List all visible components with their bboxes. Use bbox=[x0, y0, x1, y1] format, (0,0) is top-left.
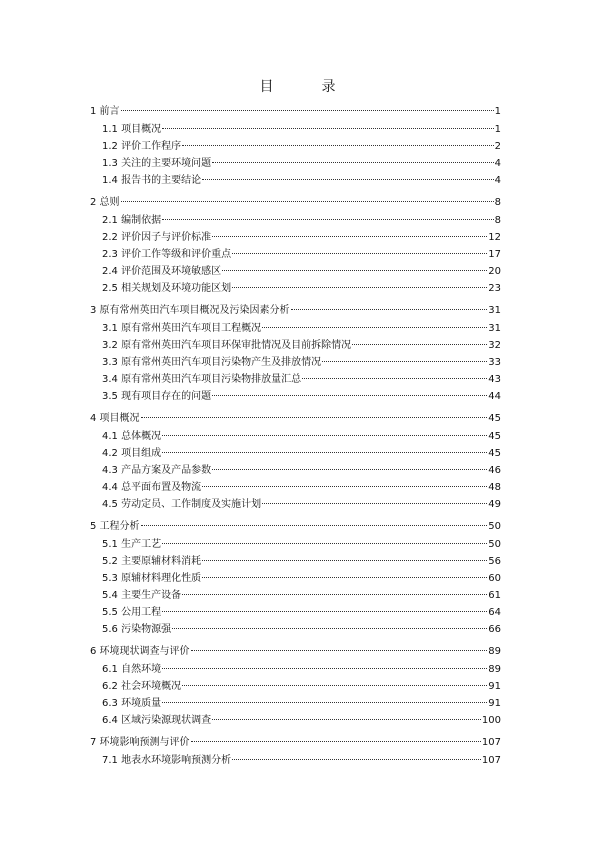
dot-leader bbox=[262, 502, 487, 504]
toc-entry-label: 2.3 评价工作等级和评价重点 bbox=[102, 249, 232, 260]
table-of-contents bbox=[90, 102, 501, 769]
dot-leader bbox=[162, 667, 487, 669]
toc-page-number: 48 bbox=[488, 482, 501, 493]
dot-leader bbox=[232, 758, 481, 760]
dot-leader bbox=[212, 161, 494, 163]
toc-section[interactable] bbox=[90, 172, 501, 189]
dot-leader bbox=[162, 610, 487, 612]
toc-page-number: 89 bbox=[488, 664, 501, 675]
dot-leader bbox=[172, 627, 487, 629]
toc-page-number: 45 bbox=[488, 448, 501, 459]
toc-entry-label: 3.2 原有常州英田汽车项目环保审批情况及目前拆除情况 bbox=[102, 340, 352, 351]
dot-leader bbox=[212, 394, 487, 396]
dot-leader bbox=[202, 559, 487, 561]
toc-section[interactable] bbox=[90, 428, 501, 445]
toc-entry-label: 2.4 评价范围及环境敏感区 bbox=[102, 266, 222, 277]
toc-page-number: 91 bbox=[488, 698, 501, 709]
toc-entry-label: 5 工程分析 bbox=[90, 521, 140, 532]
dot-leader bbox=[291, 308, 488, 310]
toc-section[interactable] bbox=[90, 138, 501, 155]
page-title-left: 目 bbox=[259, 79, 274, 95]
toc-entry-label: 4.5 劳动定员、工作制度及实施计划 bbox=[102, 499, 262, 510]
toc-chapter[interactable] bbox=[90, 518, 501, 536]
dot-leader bbox=[162, 451, 487, 453]
toc-entry-label: 5.3 原辅材料理化性质 bbox=[102, 573, 202, 584]
toc-section[interactable] bbox=[90, 371, 501, 388]
toc-page-number: 43 bbox=[488, 374, 501, 385]
toc-page-number: 1 bbox=[494, 124, 501, 135]
toc-section[interactable] bbox=[90, 678, 501, 695]
dot-leader bbox=[162, 542, 487, 544]
toc-page-number: 4 bbox=[494, 158, 501, 169]
toc-page-number: 49 bbox=[488, 499, 501, 510]
dot-leader bbox=[202, 178, 494, 180]
toc-page-number: 91 bbox=[488, 681, 501, 692]
dot-leader bbox=[212, 718, 481, 720]
toc-entry-label: 4.4 总平面布置及物流 bbox=[102, 482, 202, 493]
toc-page-number: 64 bbox=[488, 607, 501, 618]
toc-entry-label: 6.4 区域污染源现状调查 bbox=[102, 715, 212, 726]
toc-section[interactable] bbox=[90, 121, 501, 138]
dot-leader bbox=[182, 144, 494, 146]
toc-entry-label: 1.2 评价工作程序 bbox=[102, 141, 182, 152]
toc-entry-label: 3.5 现有项目存在的问题 bbox=[102, 391, 212, 402]
dot-leader bbox=[202, 485, 487, 487]
toc-section[interactable] bbox=[90, 496, 501, 513]
toc-entry-label: 6.1 自然环境 bbox=[102, 664, 162, 675]
toc-chapter[interactable] bbox=[90, 643, 501, 661]
toc-section[interactable] bbox=[90, 246, 501, 263]
dot-leader bbox=[222, 269, 487, 271]
toc-page-number: 66 bbox=[488, 624, 501, 635]
dot-leader bbox=[141, 524, 488, 526]
toc-page-number: 50 bbox=[488, 539, 501, 550]
toc-section[interactable] bbox=[90, 155, 501, 172]
toc-entry-label: 3.3 原有常州英田汽车项目污染物产生及排放情况 bbox=[102, 357, 322, 368]
toc-entry-label: 5.5 公用工程 bbox=[102, 607, 162, 618]
toc-entry-label: 4 项目概况 bbox=[90, 413, 140, 424]
toc-section[interactable] bbox=[90, 752, 501, 769]
toc-entry-label: 1 前言 bbox=[90, 106, 120, 117]
toc-section[interactable] bbox=[90, 337, 501, 354]
toc-section[interactable] bbox=[90, 320, 501, 337]
toc-chapter[interactable] bbox=[90, 410, 501, 428]
toc-page-number: 50 bbox=[488, 521, 501, 532]
toc-section[interactable] bbox=[90, 712, 501, 729]
toc-section[interactable] bbox=[90, 445, 501, 462]
toc-section[interactable] bbox=[90, 695, 501, 712]
toc-chapter[interactable] bbox=[90, 103, 501, 121]
dot-leader bbox=[232, 286, 487, 288]
dot-leader bbox=[162, 218, 494, 220]
toc-entry-label: 3.1 原有常州英田汽车项目工程概况 bbox=[102, 323, 262, 334]
page-title-right: 录 bbox=[321, 79, 336, 95]
toc-entry-label: 1.1 项目概况 bbox=[102, 124, 162, 135]
toc-page-number: 60 bbox=[488, 573, 501, 584]
toc-page-number: 17 bbox=[488, 249, 501, 260]
toc-section[interactable] bbox=[90, 661, 501, 678]
toc-section[interactable] bbox=[90, 621, 501, 638]
toc-entry-label: 5.4 主要生产设备 bbox=[102, 590, 182, 601]
dot-leader bbox=[202, 576, 487, 578]
toc-entry-label: 6 环境现状调查与评价 bbox=[90, 646, 190, 657]
dot-leader bbox=[322, 360, 487, 362]
dot-leader bbox=[191, 649, 488, 651]
toc-section[interactable] bbox=[90, 604, 501, 621]
dot-leader bbox=[212, 235, 487, 237]
toc-section[interactable] bbox=[90, 553, 501, 570]
toc-page-number: 107 bbox=[481, 737, 501, 748]
toc-chapter[interactable] bbox=[90, 194, 501, 212]
toc-page-number: 33 bbox=[488, 357, 501, 368]
toc-entry-label: 5.6 污染物源强 bbox=[102, 624, 172, 635]
dot-leader bbox=[302, 377, 487, 379]
dot-leader bbox=[352, 343, 487, 345]
dot-leader bbox=[141, 416, 488, 418]
toc-page-number: 2 bbox=[494, 141, 501, 152]
toc-page-number: 31 bbox=[488, 305, 501, 316]
toc-page-number: 100 bbox=[481, 715, 501, 726]
dot-leader bbox=[262, 326, 487, 328]
toc-page-number: 89 bbox=[488, 646, 501, 657]
toc-entry-label: 4.2 项目组成 bbox=[102, 448, 162, 459]
toc-entry-label: 2.1 编制依据 bbox=[102, 215, 162, 226]
dot-leader bbox=[212, 468, 487, 470]
dot-leader bbox=[191, 740, 481, 742]
dot-leader bbox=[162, 434, 487, 436]
toc-entry-label: 7.1 地表水环境影响预测分析 bbox=[102, 755, 232, 766]
toc-entry-label: 6.2 社会环境概况 bbox=[102, 681, 182, 692]
toc-page-number: 23 bbox=[488, 283, 501, 294]
toc-page-number: 31 bbox=[488, 323, 501, 334]
dot-leader bbox=[182, 684, 487, 686]
toc-entry-label: 1.4 报告书的主要结论 bbox=[102, 175, 202, 186]
toc-section[interactable] bbox=[90, 354, 501, 371]
toc-page-number: 8 bbox=[494, 197, 501, 208]
toc-section[interactable] bbox=[90, 280, 501, 297]
toc-page-number: 1 bbox=[494, 106, 501, 117]
dot-leader bbox=[121, 109, 494, 111]
toc-page-number: 8 bbox=[494, 215, 501, 226]
toc-entry-label: 5.2 主要原辅材料消耗 bbox=[102, 556, 202, 567]
toc-section[interactable] bbox=[90, 212, 501, 229]
toc-page-number: 61 bbox=[488, 590, 501, 601]
toc-entry-label: 2 总则 bbox=[90, 197, 120, 208]
toc-chapter[interactable] bbox=[90, 734, 501, 752]
toc-section[interactable] bbox=[90, 479, 501, 496]
toc-page-number: 44 bbox=[488, 391, 501, 402]
toc-page-number: 32 bbox=[488, 340, 501, 351]
dot-leader bbox=[121, 200, 494, 202]
dot-leader bbox=[232, 252, 487, 254]
toc-page-number: 46 bbox=[488, 465, 501, 476]
toc-page-number: 12 bbox=[488, 232, 501, 243]
toc-section[interactable] bbox=[90, 462, 501, 479]
toc-section[interactable] bbox=[90, 263, 501, 280]
toc-section[interactable] bbox=[90, 229, 501, 246]
toc-section[interactable] bbox=[90, 536, 501, 553]
dot-leader bbox=[162, 127, 494, 129]
toc-chapter[interactable] bbox=[90, 302, 501, 320]
toc-entry-label: 7 环境影响预测与评价 bbox=[90, 737, 190, 748]
toc-page-number: 45 bbox=[488, 413, 501, 424]
toc-page-number: 20 bbox=[488, 266, 501, 277]
toc-page-number: 45 bbox=[488, 431, 501, 442]
toc-page-number: 56 bbox=[488, 556, 501, 567]
toc-section[interactable] bbox=[90, 570, 501, 587]
toc-entry-label: 4.1 总体概况 bbox=[102, 431, 162, 442]
toc-entry-label: 6.3 环境质量 bbox=[102, 698, 162, 709]
toc-page-number: 4 bbox=[494, 175, 501, 186]
dot-leader bbox=[182, 593, 487, 595]
dot-leader bbox=[162, 701, 487, 703]
toc-entry-label: 4.3 产品方案及产品参数 bbox=[102, 465, 212, 476]
page-title bbox=[0, 76, 595, 96]
toc-entry-label: 2.5 相关规划及环境功能区划 bbox=[102, 283, 232, 294]
toc-section[interactable] bbox=[90, 587, 501, 604]
toc-entry-label: 3 原有常州英田汽车项目概况及污染因素分析 bbox=[90, 305, 290, 316]
toc-entry-label: 5.1 生产工艺 bbox=[102, 539, 162, 550]
toc-entry-label: 2.2 评价因子与评价标准 bbox=[102, 232, 212, 243]
toc-section[interactable] bbox=[90, 388, 501, 405]
toc-entry-label: 3.4 原有常州英田汽车项目污染物排放量汇总 bbox=[102, 374, 302, 385]
toc-page-number: 107 bbox=[481, 755, 501, 766]
toc-entry-label: 1.3 关注的主要环境问题 bbox=[102, 158, 212, 169]
